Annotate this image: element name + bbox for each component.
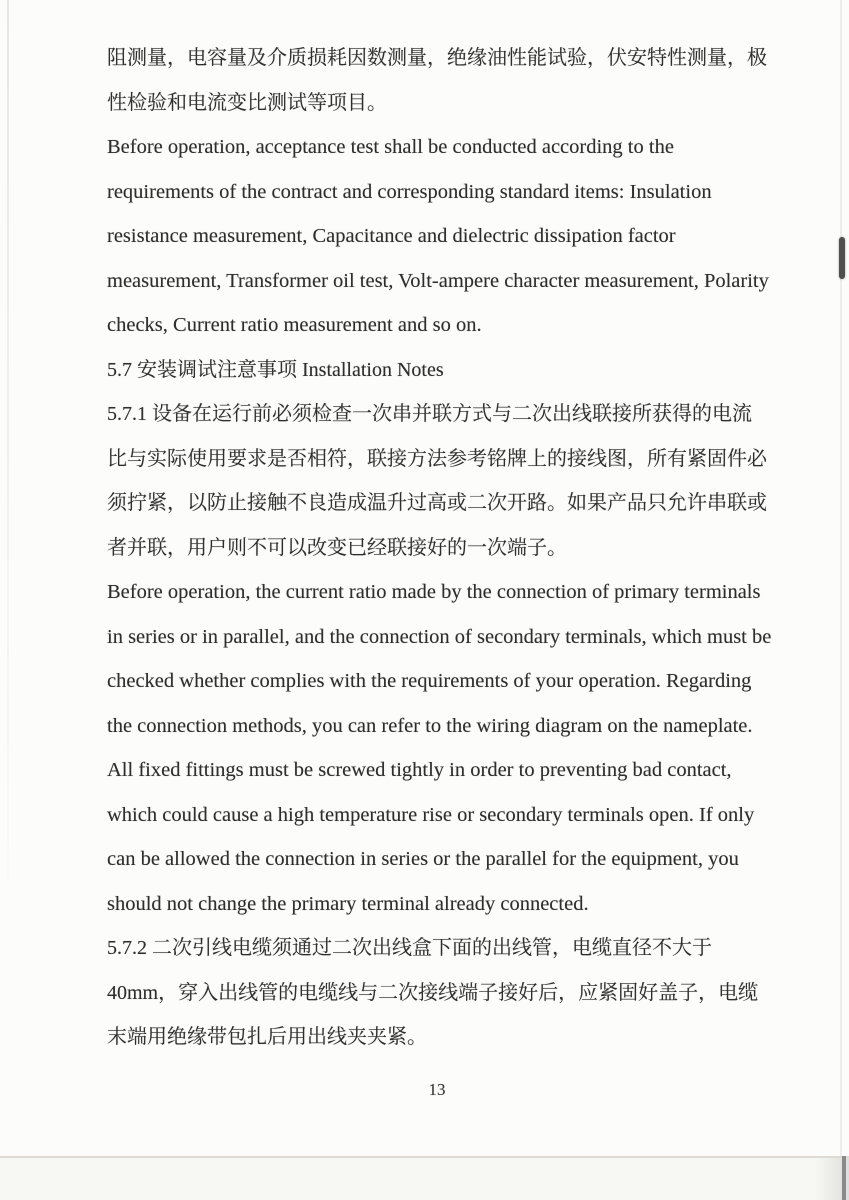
scan-right-mark bbox=[839, 237, 845, 279]
text-line: All fixed fittings must be screwed tightly in order to preventing bad contact, bbox=[107, 759, 732, 781]
paper-bottom-edge bbox=[0, 1156, 849, 1200]
text-line: checked whether complies with the requirements of your operation. Regarding bbox=[107, 670, 752, 692]
scan-left-edge-artifact bbox=[7, 0, 9, 880]
text-line: Before operation, acceptance test shall be conducted according to the bbox=[107, 136, 674, 158]
text-line: Before operation, the current ratio made by the connection of primary terminals bbox=[107, 581, 761, 603]
text-line: checks, Current ratio measurement and so on. bbox=[107, 314, 482, 336]
text-line: 阻测量，电容量及介质损耗因数测量，绝缘油性能试验，伏安特性测量，极 bbox=[107, 47, 767, 69]
text-line: 比与实际使用要求是否相符，联接方法参考铭牌上的接线图，所有紧固件必 bbox=[107, 447, 767, 470]
text-line: 40mm，穿入出线管的电缆线与二次接线端子接好后，应紧固好盖子，电缆 bbox=[107, 981, 759, 1004]
text-line: 5.7.1 设备在运行前必须检查一次串并联方式与二次出线联接所获得的电流 bbox=[107, 403, 752, 425]
scan-bottom-right-edge bbox=[842, 1156, 846, 1200]
text-line: should not change the primary terminal already connected. bbox=[107, 892, 589, 915]
text-line: the connection methods, you can refer to the wiring diagram on the nameplate. bbox=[107, 714, 753, 737]
text-line: 者并联，用户则不可以改变已经联接好的一次端子。 bbox=[107, 536, 567, 559]
text-line: 性检验和电流变比测试等项目。 bbox=[107, 91, 387, 114]
text-line: which could cause a high temperature rise or secondary terminals open. If only bbox=[107, 803, 755, 826]
text-line: 末端用绝缘带包扎后用出线夹夹紧。 bbox=[107, 1026, 427, 1048]
text-line: requirements of the contract and corresponding standard items: Insulation bbox=[107, 180, 712, 203]
document-body bbox=[107, 36, 772, 1060]
text-line: resistance measurement, Capacitance and dielectric dissipation factor bbox=[107, 225, 676, 247]
text-line: 5.7 安装调试注意事项 Installation Notes bbox=[107, 358, 444, 381]
text-line: measurement, Transformer oil test, Volt-ampere character measurement, Polarity bbox=[107, 269, 769, 292]
text-line: can be allowed the connection in series or the parallel for the equipment, you bbox=[107, 848, 739, 870]
text-line: 5.7.2 二次引线电缆须通过二次出线盒下面的出线管，电缆直径不大于 bbox=[107, 937, 712, 959]
page-number: 13 bbox=[428, 1080, 446, 1099]
scan-right-edge-artifact bbox=[840, 0, 842, 1200]
text-line: 须拧紧，以防止接触不良造成温升过高或二次开路。如果产品只允许串联或 bbox=[107, 492, 767, 514]
text-line: in series or in parallel, and the connection of secondary terminals, which must be bbox=[107, 625, 772, 648]
